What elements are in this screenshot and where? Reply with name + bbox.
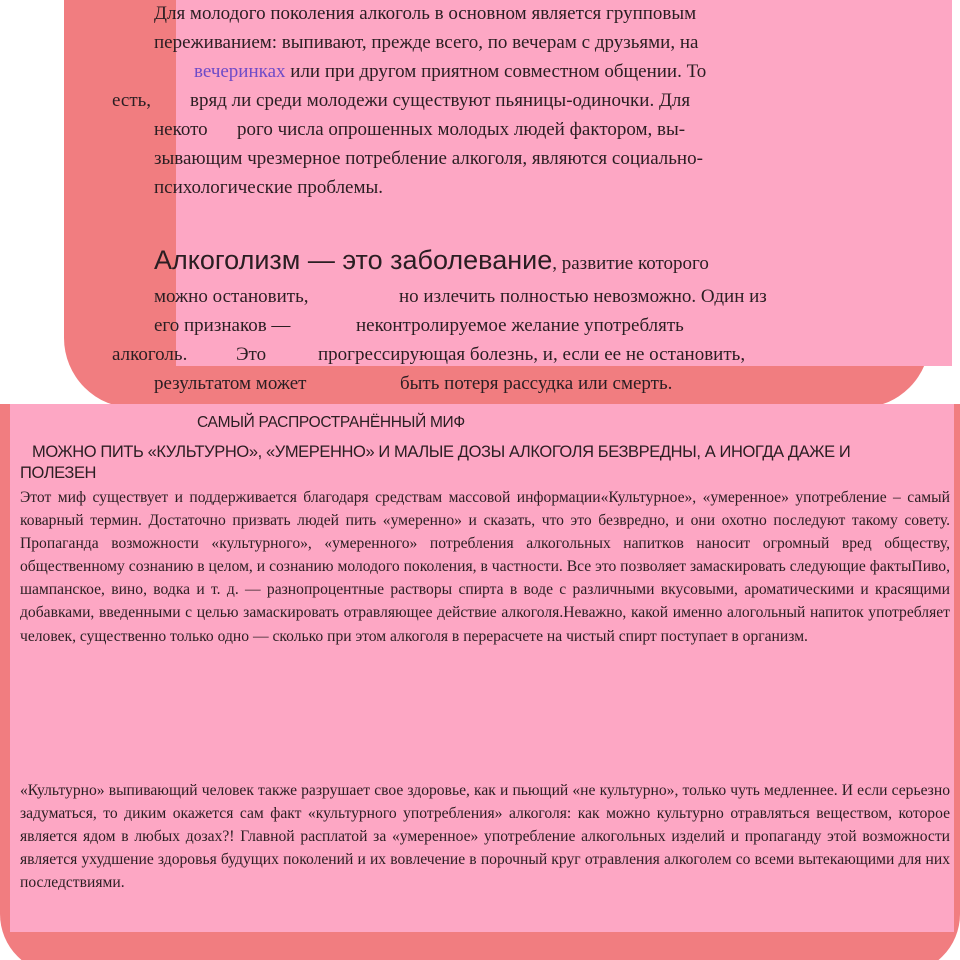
- parties-link[interactable]: вечеринках: [194, 61, 286, 82]
- text-line: можно остановить,: [154, 286, 309, 307]
- text-line: прогрессирующая болезнь, и, если ее не остановить,: [318, 344, 746, 365]
- text-line: результатом может: [154, 373, 307, 394]
- text-line: зывающим чрезмерное потребление алкоголя, являются социально-: [154, 148, 703, 169]
- text-line: Для молодого поколения алкоголь в основном является групповым: [154, 3, 697, 24]
- myth-title: САМЫЙ РАСПРОСТРАНЁННЫЙ МИФ: [197, 414, 465, 431]
- text-line: но излечить полностью невозможно. Один из: [399, 286, 767, 307]
- text-line: Это: [236, 344, 267, 365]
- myth-paragraph-2: «Культурно» выпивающий человек также разрушает свое здоровье, как и пьющий «не культурно», только чуть медленнее. И если серьезно задуматься, то диким окажется сам факт «культурного употребления» алкоголя: как можно культурно отравляться веществом, которое является ядом в любых дозах?! Главной расплатой за «умеренное» употребление алкогольных изделий и пропаганду этой возможности является ухудшение здоровья будущих поколений и их вовлечение в порочный круг отравления алкоголем со всеми вытекающими для них последствиями.: [20, 782, 950, 892]
- text-fragment: или при другом приятном совместном общении. То: [285, 61, 707, 82]
- text-line: [194, 58, 706, 87]
- myth-statement: МОЖНО ПИТЬ «КУЛЬТУРНО», «УМЕРЕННО» И МАЛЫЕ ДОЗЫ АЛКОГОЛЯ БЕЗВРЕДНЫ, А ИНОГДА ДАЖЕ И ПОЛЕЗЕН: [20, 443, 851, 482]
- text-line: его признаков —: [154, 315, 291, 336]
- top-text-block: [0, 0, 960, 406]
- text-line: переживанием: выпивают, прежде всего, по вечерам с друзьями, на: [154, 32, 699, 53]
- text-line: психологические проблемы.: [154, 177, 384, 198]
- text-line: неконтролируемое желание употреблять: [356, 315, 684, 336]
- alcoholism-heading: Алкоголизм — это заболевание: [154, 245, 553, 275]
- myth-paragraph-1: Этот миф существует и поддерживается благодаря средствам массовой информации«Культурное», «умеренное» употребление – самый коварный термин. Достаточно призвать людей пить «умеренно» и сказать, что это безвредно, и они охотно последуют такому совету. Пропаганда возможности «культурного», «умеренного» потребления алкогольных напитков наносит огромный вред обществу, общественному сознанию в целом, и сознанию молодого поколения, в частности. Все это позволяет замаскировать следующие фактыПиво, шампанское, вино, водка и т. д. — разнопроцентные растворы спирта в воде с различными вкусовыми, ароматическими и красящими добавками, введенными с целью замаскировать отравляющее действие алкоголя.Неважно, какой именно алогольный напиток употребляет человек, существенно только одно — сколько при этом алкоголя в перерасчете на чистый спирт поступает в организм.: [20, 489, 950, 645]
- text-line: некото: [154, 119, 208, 140]
- text-line: алкоголь.: [112, 344, 188, 365]
- section-heading: [154, 246, 709, 279]
- text-fragment: , развитие которого: [552, 253, 709, 274]
- text-line: вряд ли среди молодежи существуют пьяницы-одиночки. Для: [190, 90, 691, 111]
- text-line: рого числа опрошенных молодых людей фактором, вы-: [237, 119, 686, 140]
- text-line: быть потеря рассудка или смерть.: [400, 373, 673, 394]
- text-line: есть,: [112, 90, 152, 111]
